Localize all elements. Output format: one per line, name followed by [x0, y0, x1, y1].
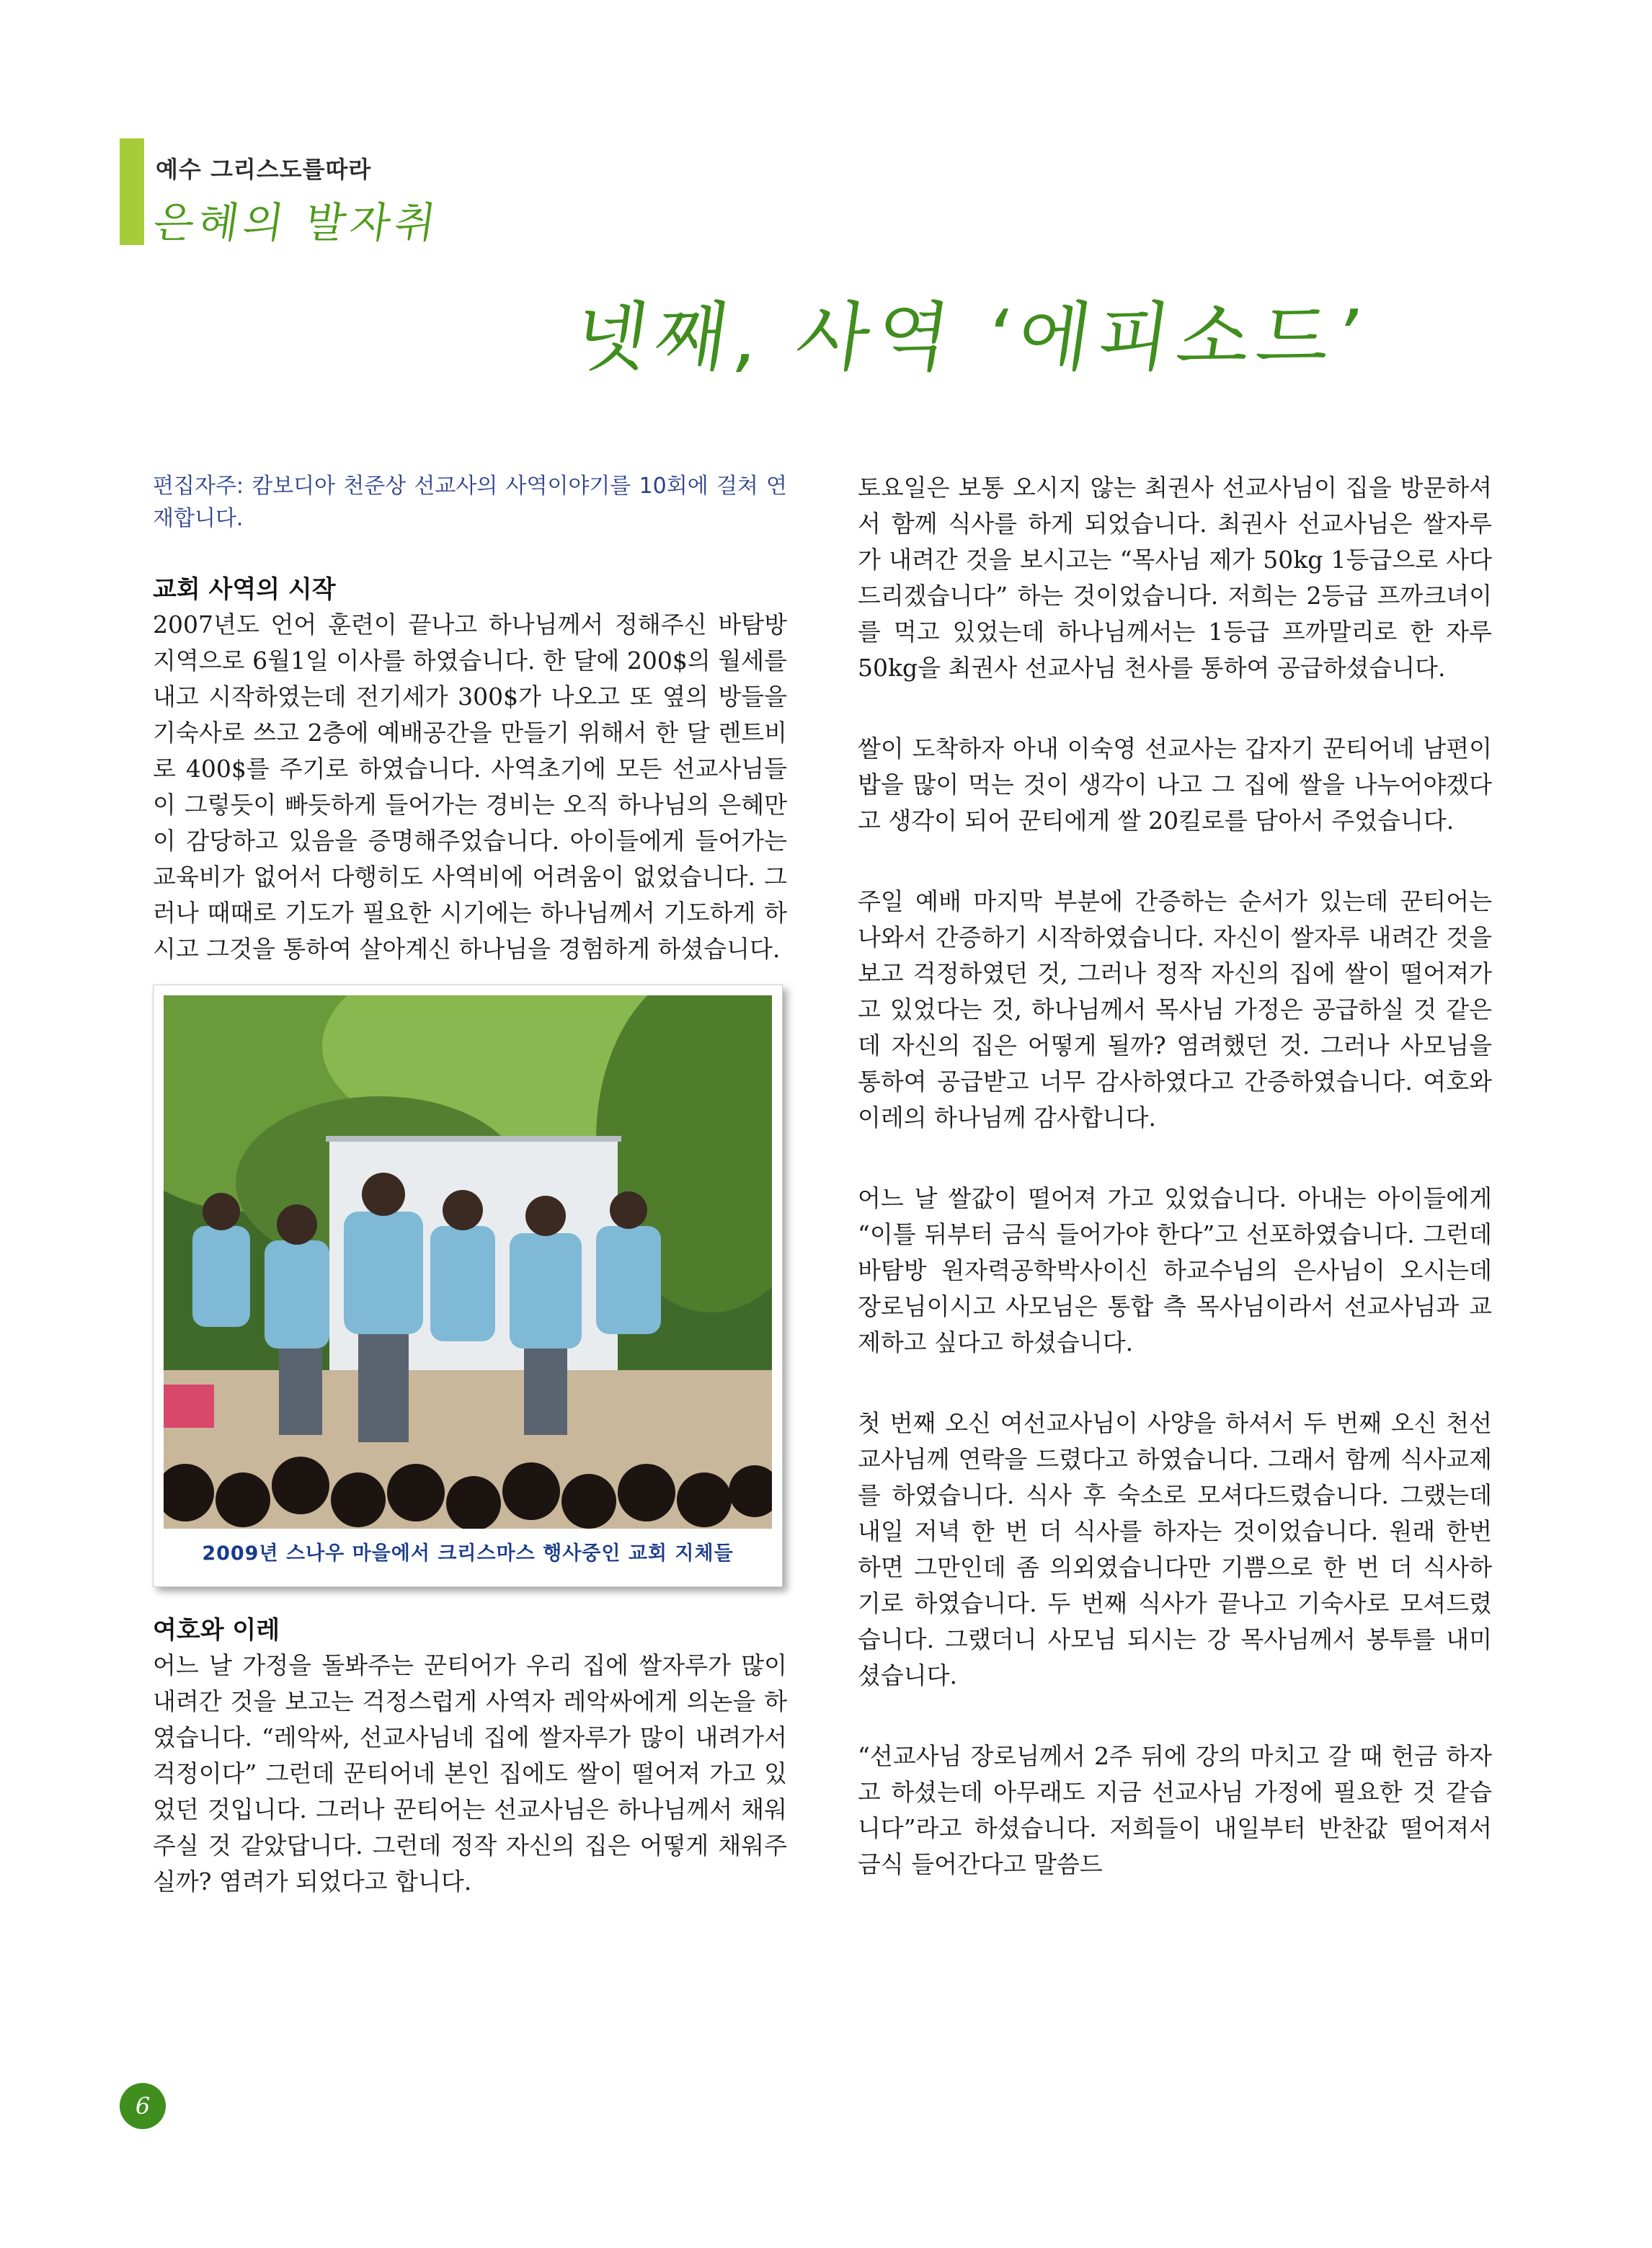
series-accent-bar [120, 138, 144, 245]
right-column [858, 470, 1492, 1927]
editor-note: 편집자주: 캄보디아 천준상 선교사의 사역이야기를 10회에 걸쳐 연재합니다. [153, 474, 787, 531]
section-heading-jehovah-jireh: 여호와 이레 [153, 1616, 280, 1645]
right-paragraph-1: 토요일은 보통 오시지 않는 최권사 선교사님이 집을 방문하셔서 함께 식사를 하게 되었습니다. 최권사 선교사님은 쌀자루가 내려간 것을 보시고는 “목사님 제가 50kg 1등급으로 사다 드리겠습니다” 하는 것이었습니다. 저희는 2등급 프까크녀이를 먹고 있었는데 하나님께서는 1등급 프까말리로 한 자루 50kg을 최권사 선교사님 천사를 통하여 공급하셨습니다. [858, 474, 1492, 682]
series-name: 은혜의 발자취 [150, 198, 443, 247]
left-column [153, 470, 787, 1917]
section-body-church-ministry: 2007년도 언어 훈련이 끝나고 하나님께서 정해주신 바탐방 지역으로 6월1일 이사를 하였습니다. 한 달에 200$의 월세를 내고 시작하였는데 전기세가 300$가 나오고 또 옆의 방들을 기숙사로 쓰고 2층에 예배공간을 만들기 위해서 한 달 렌트비로 400$를 주기로 하였습니다. 사역초기에 모든 선교사님들이 그렇듯이 빠듯하게 들어가는 경비는 오직 하나님의 은혜만이 감당하고 있음을 증명해주었습니다. 아이들에게 들어가는 교육비가 없어서 다행히도 사역비에 어려움이 없었습니다. 그러나 때때로 기도가 필요한 시기에는 하나님께서 기도하게 하시고 그것을 통하여 살아계신 하나님을 경험하게 하셨습니다. [153, 610, 787, 963]
christmas-event-photo [164, 995, 772, 1529]
right-paragraph-5: 첫 번째 오신 여선교사님이 사양을 하셔서 두 번째 오신 천선교사님께 연락을 드렸다고 하였습니다. 그래서 함께 식사교제를 하였습니다. 식사 후 숙소로 모셔다드렸습니다. 그랬는데 내일 저녁 한 번 더 식사를 하자는 것이었습니다. 원래 한번 하면 그만인데 좀 의외였습니다만 기쁨으로 한 번 더 식사하기로 하였습니다. 두 번째 식사가 끝나고 기숙사로 모셔드렸습니다. 그랬더니 사모님 되시는 강 목사님께서 봉투를 내미셨습니다. [858, 1409, 1492, 1689]
series-label: 예수 그리스도를따라 [156, 156, 372, 183]
photo-illustration [164, 995, 772, 1529]
page-title: 넷째, 사역 ‘에피소드’ [569, 293, 1375, 381]
right-paragraph-4: 어느 날 쌀값이 떨어져 가고 있었습니다. 아내는 아이들에게 “이틀 뒤부터 금식 들어가야 한다”고 선포하였습니다. 그런데 바탐방 원자력공학박사이신 하교수님의 은사님이 오시는데 장로님이시고 사모님은 통합 측 목사님이라서 선교사님과 교제하고 싶다고 하셨습니다. [858, 1184, 1492, 1356]
photo-caption: 2009년 스나우 마을에서 크리스마스 행사중인 교회 지체들 [202, 1542, 734, 1565]
page-number: 6 [120, 2083, 166, 2129]
right-paragraph-3: 주일 예배 마지막 부분에 간증하는 순서가 있는데 꾼티어는 나와서 간증하기 시작하였습니다. 자신이 쌀자루 내려간 것을 보고 걱정하였던 것, 그러나 정작 자신의 집에 쌀이 떨어져가고 있었다는 것, 하나님께서 목사님 가정은 공급하실 것 같은데 자신의 집은 어떻게 될까? 염려했던 것. 그러나 사모님을 통하여 공급받고 너무 감사하였다고 간증하였습니다. 여호와 이레의 하나님께 감사합니다. [858, 887, 1492, 1132]
right-paragraph-2: 쌀이 도착하자 아내 이숙영 선교사는 갑자기 꾼티어네 남편이 밥을 많이 먹는 것이 생각이 나고 그 집에 쌀을 나누어야겠다고 생각이 되어 꾼티에게 쌀 20킬로를 담아서 주었습니다. [858, 734, 1492, 835]
photo-frame [153, 985, 783, 1587]
section-body-jehovah-jireh: 어느 날 가정을 돌봐주는 꾼티어가 우리 집에 쌀자루가 많이 내려간 것을 보고는 걱정스럽게 사역자 레악싸에게 의논을 하였습니다. “레악싸, 선교사님네 집에 쌀자루가 많이 내려가서 걱정이다” 그런데 꾼티어네 본인 집에도 쌀이 떨어져 가고 있었던 것입니다. 그러나 꾼티어는 선교사님은 하나님께서 채워주실 것 같았답니다. 그런데 정작 자신의 집은 어떻게 채워주실까? 염려가 되었다고 합니다. [153, 1651, 787, 1896]
section-heading-church-ministry: 교회 사역의 시작 [153, 575, 336, 604]
right-paragraph-6: “선교사님 장로님께서 2주 뒤에 강의 마치고 갈 때 헌금 하자고 하셨는데 아무래도 지금 선교사님 가정에 필요한 것 같습니다”라고 하셨습니다. 저희들이 내일부터 반찬값 떨어져서 금식 들어간다고 말씀드 [858, 1742, 1492, 1878]
